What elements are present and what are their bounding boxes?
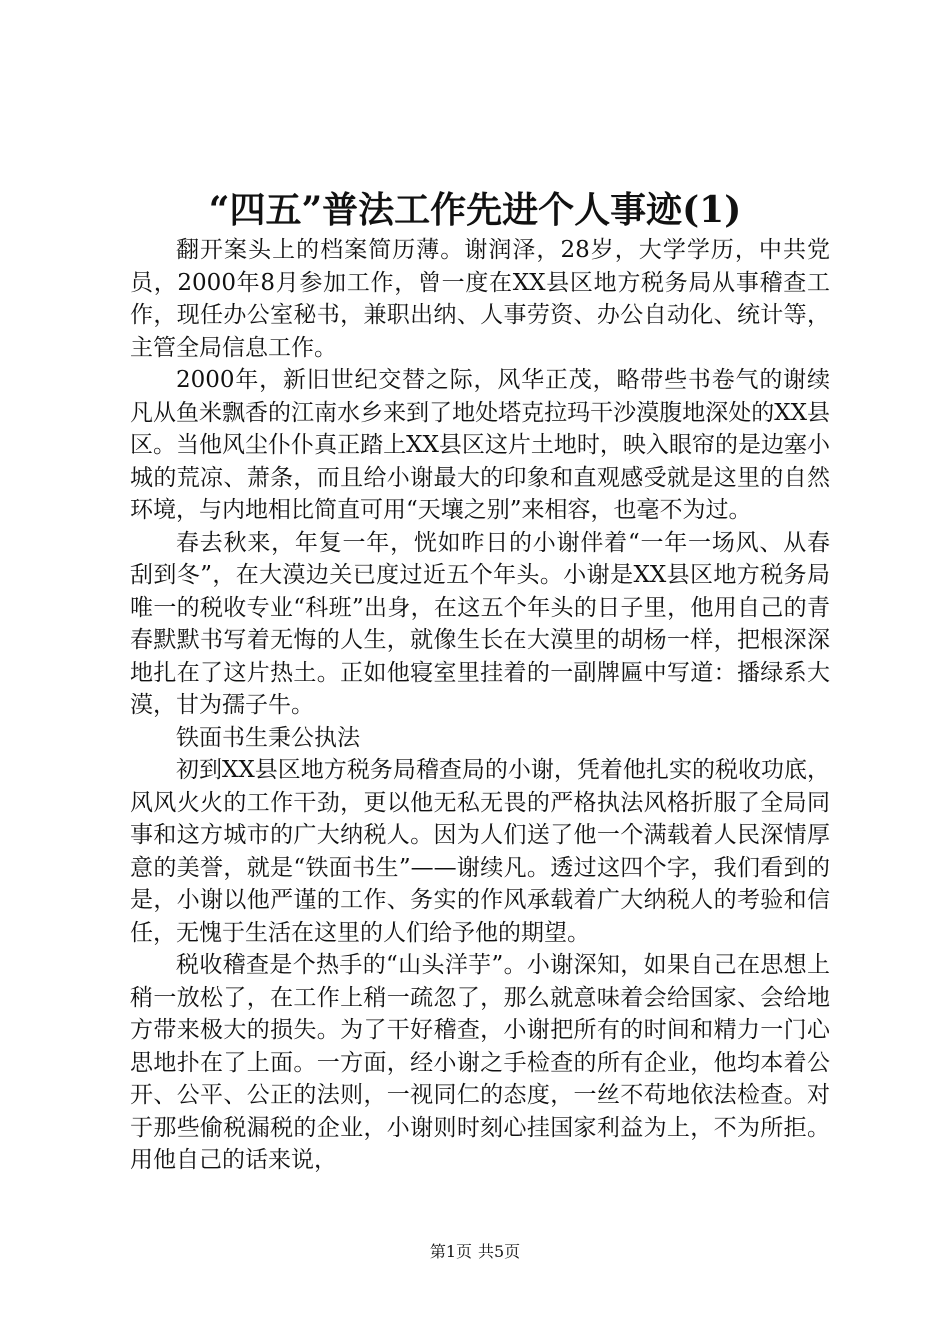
page-total: 共5页 (478, 1242, 521, 1261)
section-heading: 铁面书生秉公执法 (176, 724, 360, 751)
document-body (130, 234, 830, 1177)
paragraph-resume: 翻开案头上的档案简历薄。谢润泽，28岁，大学学历，中共党员，2000年8月参加工作，曾一度在XX县区地方税务局从事稽查工作，现任办公室秘书，兼职出纳、人事劳资、办公自动化、统计等，主管全局信息工作。 (130, 237, 830, 361)
page-footer (0, 1240, 950, 1264)
paragraph-five-years: 春去秋来，年复一年，恍如昨日的小谢伴着“一年一场风、从春刮到冬”，在大漠边关已度过近五个年头。小谢是XX县区地方税务局唯一的税收专业“科班”出身，在这五个年头的日子里，他用自己的青春默默书写着无悔的人生，就像生长在大漠里的胡杨一样，把根深深地扎在了这片热土。正如他寝室里挂着的一副牌匾中写道：播绿系大漠，甘为孺子牛。 (130, 529, 830, 718)
page-number: 第1页 (429, 1242, 472, 1261)
paragraph-arrival: 2000年，新旧世纪交替之际，风华正茂，略带些书卷气的谢续凡从鱼米飘香的江南水乡来到了地处塔克拉玛干沙漠腹地深处的XX县区。当他风尘仆仆真正踏上XX县区这片土地时，映入眼帘的是边塞小城的荒凉、萧条，而且给小谢最大的印象和直观感受就是这里的自然环境，与内地相比简直可用“天壤之别”来相容，也毫不为过。 (130, 367, 830, 523)
document-title: “四五”普法工作先进个人事迹(1) (208, 189, 742, 231)
paragraph-tax-audit: 税收稽查是个热手的“山头洋芋”。小谢深知，如果自己在思想上稍一放松了，在工作上稍一疏忽了，那么就意味着会给国家、会给地方带来极大的损失。为了干好稽查，小谢把所有的时间和精力一门心思地扑在了上面。一方面，经小谢之手检查的所有企业，他均本着公开、公平、公正的法则，一视同仁的态度，一丝不苟地依法检查。对于那些偷税漏税的企业，小谢则时刻心挂国家利益为上，不为所拒。用他自己的话来说， (130, 952, 830, 1173)
paragraph-iron-face: 初到XX县区地方税务局稽查局的小谢，凭着他扎实的税收功底，风风火火的工作干劲，更以他无私无畏的严格执法风格折服了全局同事和这方城市的广大纳税人。因为人们送了他一个满载着人民深情厚意的美誉，就是“铁面书生”——谢续凡。透过这四个字，我们看到的是，小谢以他严谨的工作、务实的作风承载着广大纳税人的考验和信任，无愧于生活在这里的人们给予他的期望。 (130, 757, 830, 946)
